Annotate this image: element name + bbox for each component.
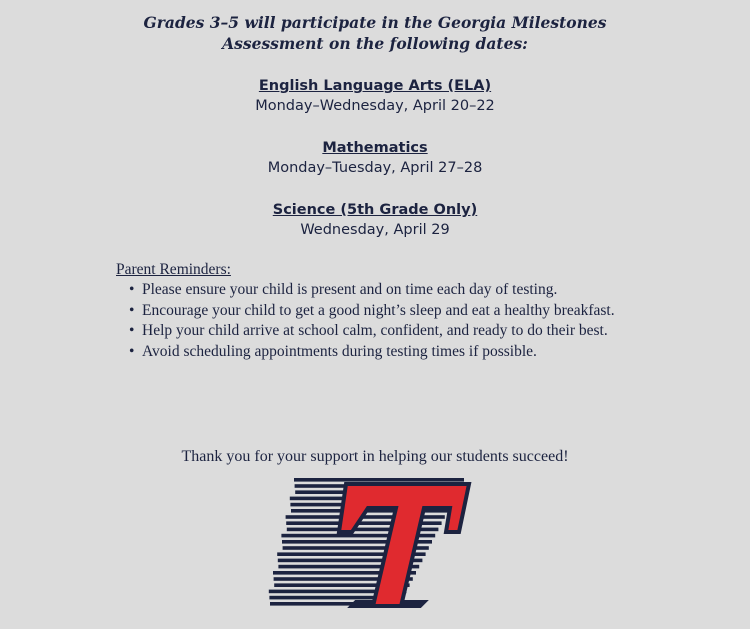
subject-dates: Wednesday, April 29 <box>300 222 450 238</box>
list-item: • Help your child arrive at school calm, confident, and ready to do their best. <box>142 321 616 342</box>
list-item: • Encourage your child to get a good night’s sleep and eat a healthy breakfast. <box>142 301 616 322</box>
logo-letter-t-icon <box>339 484 469 606</box>
subject-ela <box>0 76 750 116</box>
reminders-title: Parent Reminders: <box>116 261 231 278</box>
parent-reminders <box>116 260 616 362</box>
subject-dates: Monday–Tuesday, April 27–28 <box>267 160 483 176</box>
intro-heading: Grades 3–5 will participate in the Georgia Milestones Assessment on the following dates: <box>143 13 607 53</box>
subject-math <box>0 138 750 178</box>
reminders-list <box>116 280 616 362</box>
subject-name: English Language Arts (ELA) <box>258 78 492 94</box>
logo-stripe <box>294 478 464 482</box>
thank-you-message: Thank you for your support in helping our students succeed! <box>181 448 569 465</box>
subject-name: Mathematics <box>322 140 428 156</box>
list-item: • Please ensure your child is present and on time each day of testing. <box>142 280 616 301</box>
subject-science <box>0 200 750 240</box>
school-t-logo <box>264 474 478 610</box>
list-item: • Avoid scheduling appointments during testing times if possible. <box>142 342 616 363</box>
subject-name: Science (5th Grade Only) <box>272 202 478 218</box>
subject-dates: Monday–Wednesday, April 20–22 <box>255 98 495 114</box>
